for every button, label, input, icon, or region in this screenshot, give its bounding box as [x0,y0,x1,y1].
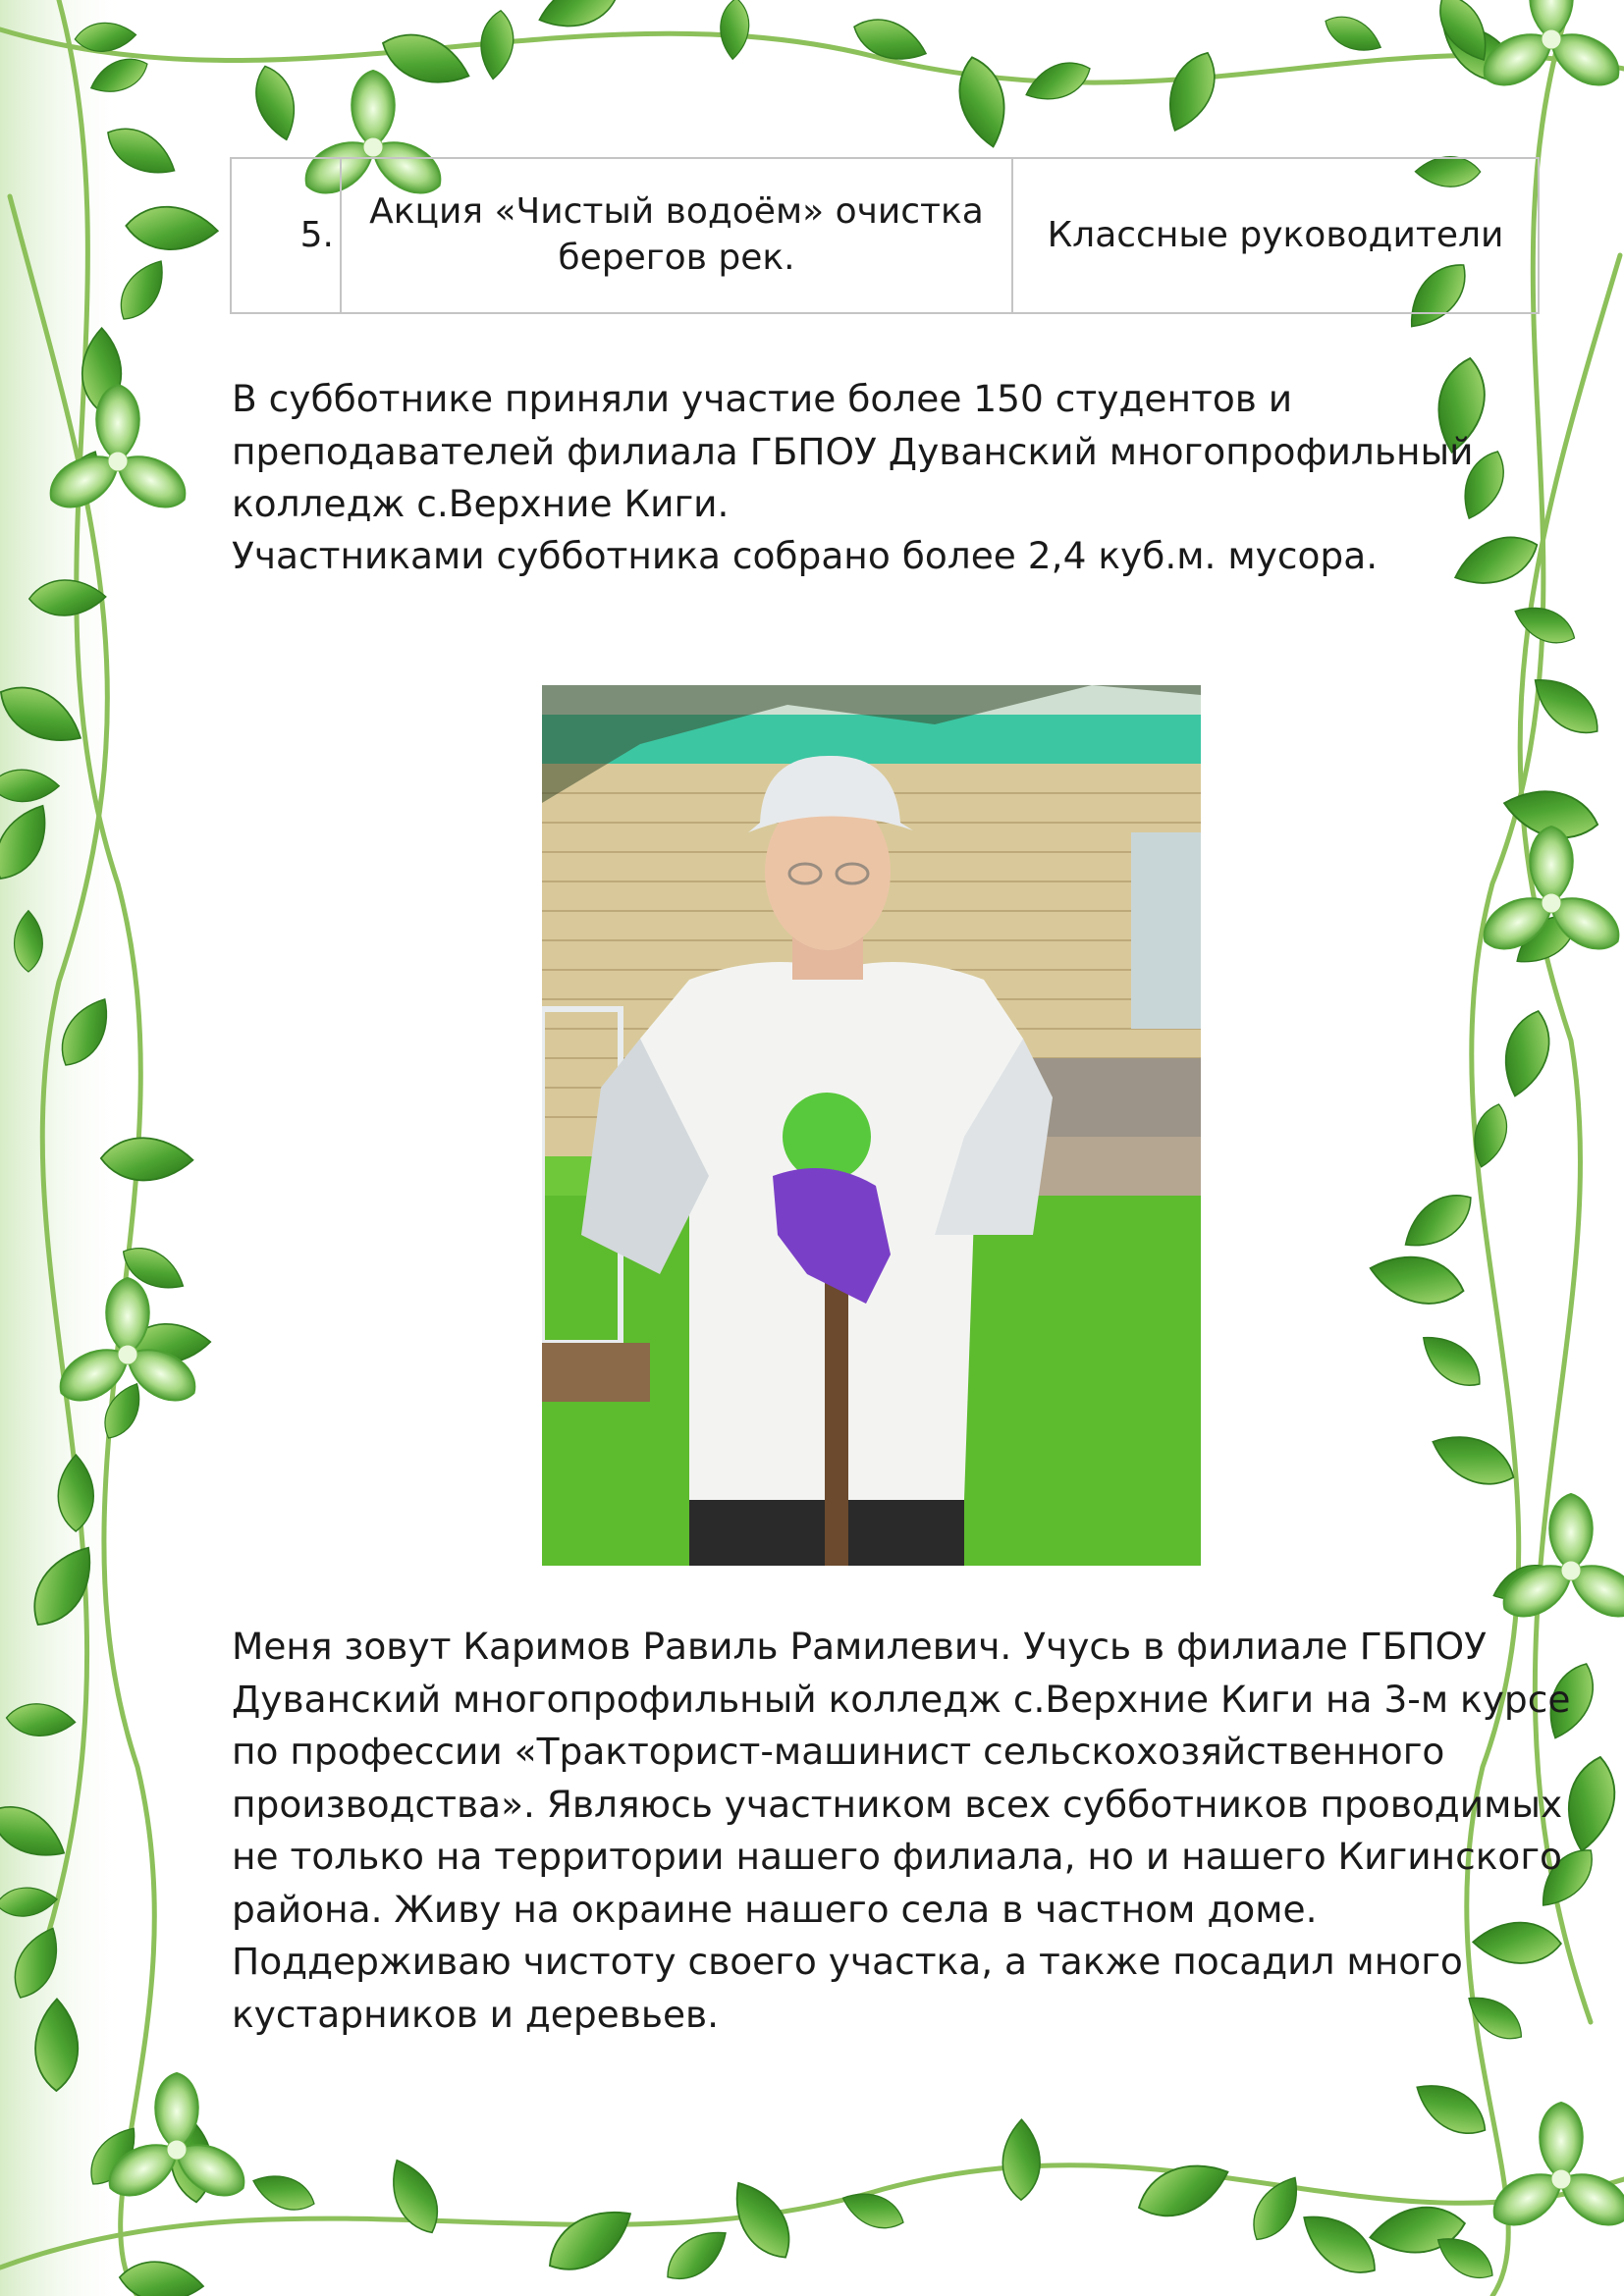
event-cell [341,158,1012,313]
row-number-cell [231,158,341,313]
summary-line-1: В субботнике приняли участие более 150 студентов и [232,377,1293,420]
photo-window [1131,832,1201,1029]
summary-line-2: преподавателей филиала ГБПОУ Дуванский многопрофильный [232,429,1474,473]
event-line-2: берегов рек. [558,238,795,278]
student-photo [542,685,1201,1566]
story-line-8: кустарников и деревьев. [232,1992,720,2036]
story-line-3: по профессии «Тракторист-машинист сельскохозяйственного [232,1730,1445,1773]
garbage-line: Участниками субботника собрано более 2,4 куб.м. мусора. [232,534,1379,577]
event-line-1: Акция «Чистый водоём» очистка [369,191,984,233]
garbage-paragraph [232,530,1378,583]
responsible-cell [1012,158,1539,313]
story-line-4: производства». Являюсь участником всех субботников проводимых [232,1782,1563,1826]
story-line-2: Дуванский многопрофильный колледж с.Верхние Киги на 3-м курсе [232,1677,1571,1721]
responsible-text: Классные руководители [1047,214,1504,255]
table-row [231,158,1539,313]
story-line-6: района. Живу на окраине нашего села в частном доме. [232,1887,1318,1931]
photo-shovel-handle [825,1264,848,1566]
story-line-5: не только на территории нашего филиала, но и нашего Кигинского [232,1835,1562,1878]
summary-line-3: колледж с.Верхние Киги. [232,482,730,525]
story-line-1: Меня зовут Каримов Равиль Рамилевич. Учусь в филиале ГБПОУ [232,1625,1487,1668]
event-table [230,157,1540,314]
student-story-paragraph [232,1621,1570,2041]
row-number: 5. [299,214,334,255]
photo-logo [783,1093,871,1181]
story-line-7: Поддерживаю чистоту своего участка, а также посадил много [232,1940,1463,1983]
summary-paragraph [232,373,1473,531]
photo-pallet [542,1343,650,1402]
